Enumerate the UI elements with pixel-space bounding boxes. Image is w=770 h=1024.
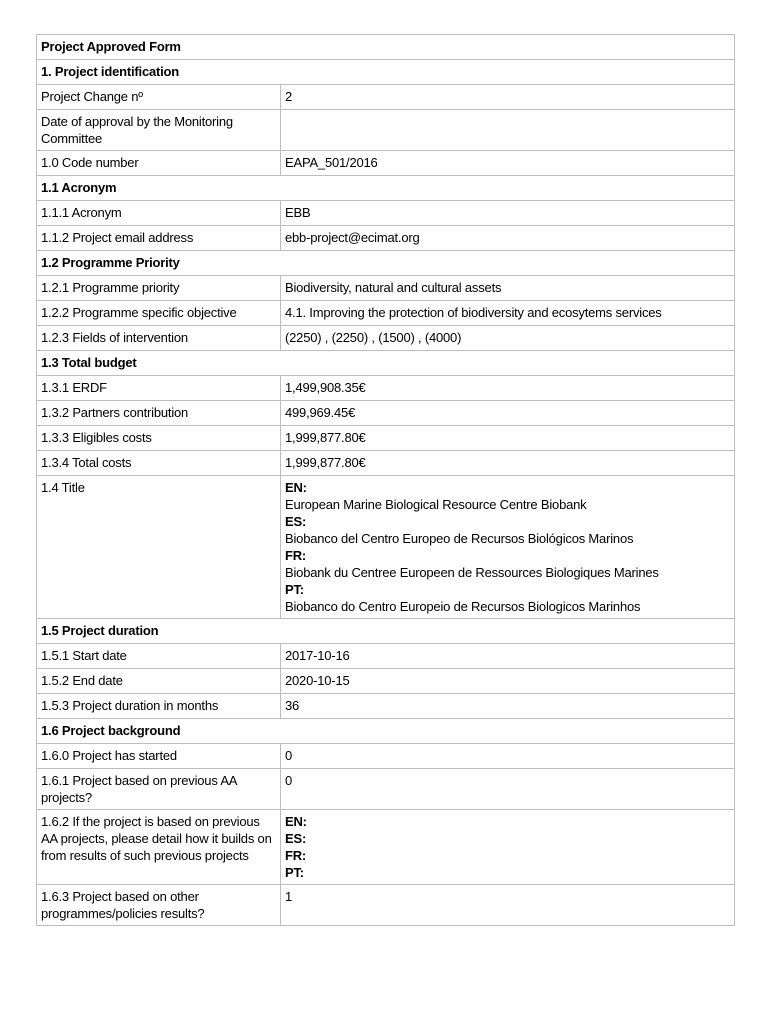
section-header: 1.5 Project duration [37,619,735,644]
field-label: 1.3.1 ERDF [37,376,281,401]
field-label: 1.0 Code number [37,151,281,176]
table-row [37,326,735,351]
field-value: 1 [281,885,735,926]
field-value: 499,969.45€ [281,401,735,426]
builds-translations [281,810,735,885]
field-value: Biodiversity, natural and cultural assets [281,276,735,301]
field-value: (2250) , (2250) , (1500) , (4000) [281,326,735,351]
field-label: 1.5.1 Start date [37,644,281,669]
table-row [37,226,735,251]
field-label: Project Change nº [37,85,281,110]
field-value: 2017-10-16 [281,644,735,669]
title-translations [281,476,735,619]
field-label: 1.6.3 Project based on other programmes/policies results? [37,885,281,926]
field-label: 1.4 Title [37,476,281,619]
section-header-row [37,251,735,276]
section-header-row [37,351,735,376]
form-title: Project Approved Form [37,35,735,60]
field-value: 2 [281,85,735,110]
field-value: 0 [281,744,735,769]
section-header: 1.2 Programme Priority [37,251,735,276]
lang-label-pt: PT: [285,582,304,597]
field-label: 1.2.2 Programme specific objective [37,301,281,326]
field-value: EBB [281,201,735,226]
title-en: European Marine Biological Resource Centre Biobank [285,497,587,512]
table-row [37,644,735,669]
table-row [37,476,735,619]
form-title-row [37,35,735,60]
table-row [37,694,735,719]
table-row [37,451,735,476]
lang-label-es: ES: [285,514,307,529]
field-value: 4.1. Improving the protection of biodiversity and ecosytems services [281,301,735,326]
field-label: 1.6.1 Project based on previous AA projects? [37,769,281,810]
section-header-row [37,719,735,744]
field-label: 1.6.0 Project has started [37,744,281,769]
section-header-row [37,619,735,644]
field-label: 1.2.1 Programme priority [37,276,281,301]
project-approved-form-table [36,34,735,926]
table-row [37,201,735,226]
field-label: 1.5.3 Project duration in months [37,694,281,719]
table-row [37,376,735,401]
table-row [37,276,735,301]
title-fr: Biobank du Centree Europeen de Ressources Biologiques Marines [285,565,659,580]
field-value: 1,999,877.80€ [281,451,735,476]
lang-label-es: ES: [285,831,307,846]
field-value: 2020-10-15 [281,669,735,694]
title-pt: Biobanco do Centro Europeio de Recursos Biologicos Marinhos [285,599,641,614]
lang-label-en: EN: [285,814,307,829]
section-header: 1. Project identification [37,60,735,85]
lang-label-fr: FR: [285,848,307,863]
title-es: Biobanco del Centro Europeo de Recursos Biológicos Marinos [285,531,634,546]
section-header: 1.6 Project background [37,719,735,744]
table-row [37,769,735,810]
field-label: 1.3.2 Partners contribution [37,401,281,426]
table-row [37,110,735,151]
field-label: 1.5.2 End date [37,669,281,694]
section-header-row [37,60,735,85]
field-label: 1.2.3 Fields of intervention [37,326,281,351]
field-label: Date of approval by the Monitoring Committee [37,110,281,151]
table-row [37,810,735,885]
field-label: 1.3.3 Eligibles costs [37,426,281,451]
section-header: 1.1 Acronym [37,176,735,201]
table-row [37,426,735,451]
table-row [37,885,735,926]
table-row [37,401,735,426]
field-value: 1,999,877.80€ [281,426,735,451]
lang-label-fr: FR: [285,548,307,563]
field-value [281,110,735,151]
field-value: EAPA_501/2016 [281,151,735,176]
lang-label-en: EN: [285,480,307,495]
table-row [37,85,735,110]
table-row [37,151,735,176]
section-header: 1.3 Total budget [37,351,735,376]
field-label: 1.1.2 Project email address [37,226,281,251]
table-row [37,744,735,769]
table-row [37,669,735,694]
field-value: 36 [281,694,735,719]
field-value: ebb-project@ecimat.org [281,226,735,251]
field-label: 1.6.2 If the project is based on previous AA projects, please detail how it builds on from results of such previous projects [37,810,281,885]
table-row [37,301,735,326]
lang-label-pt: PT: [285,865,304,880]
field-label: 1.1.1 Acronym [37,201,281,226]
section-header-row [37,176,735,201]
field-label: 1.3.4 Total costs [37,451,281,476]
field-value: 1,499,908.35€ [281,376,735,401]
field-value: 0 [281,769,735,810]
